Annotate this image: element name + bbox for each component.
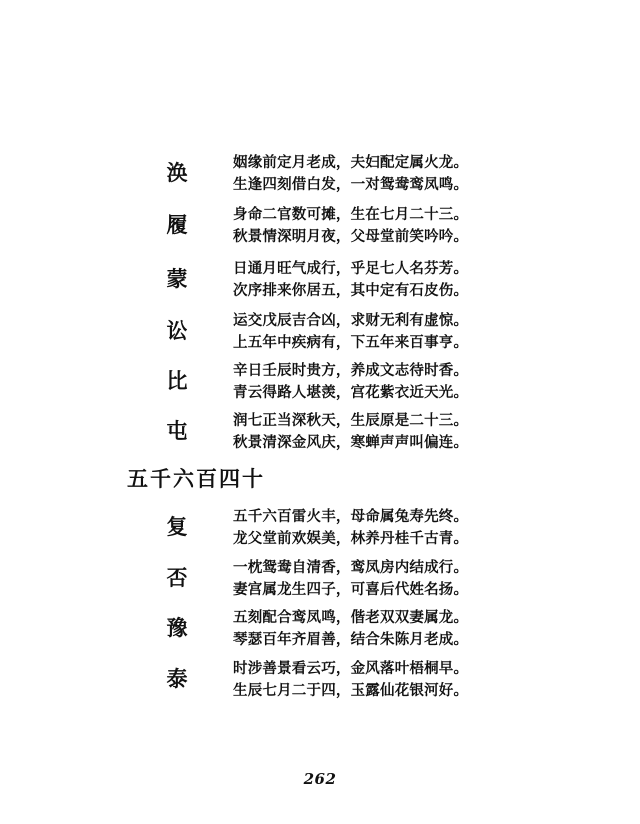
verse — [233, 258, 468, 302]
verse-line: 琴瑟百年齐眉善，结合朱陈月老成。 — [233, 631, 469, 648]
verse — [233, 607, 468, 651]
verse-line: 一枕鸳鸯自清香，鸾凤房内结成行。 — [233, 559, 469, 576]
verse — [233, 152, 468, 196]
verse-line: 生辰七月二于四，玉露仙花银河好。 — [233, 682, 469, 699]
entry-fu — [0, 506, 640, 550]
verse-line: 青云得路人堪羡，宫花紫衣近天光。 — [233, 384, 469, 401]
entry-lv — [0, 204, 640, 248]
entry-huan — [0, 152, 640, 196]
verse-line: 润七正当深秋天，生辰原是二十三。 — [233, 412, 469, 429]
verse-line: 生逢四刻借白发，一对鸳鸯鸾凤鸣。 — [233, 176, 469, 193]
verse — [233, 658, 468, 702]
verse-line: 龙父堂前欢娱美，林养丹桂千古青。 — [233, 530, 469, 547]
hexagram-char: 泰 — [166, 666, 188, 691]
hexagram-char: 比 — [166, 368, 188, 393]
verse-line: 日通月旺气成行，乎足七人名芬芳。 — [233, 260, 469, 277]
page-number: 262 — [303, 770, 337, 788]
verse — [233, 204, 468, 248]
verse-line: 身命二官数可摊，生在七月二十三。 — [233, 206, 469, 223]
verse — [233, 410, 468, 454]
verse-line: 辛日壬辰时贵方，养成文志待时香。 — [233, 362, 469, 379]
verse-line: 妻宫属龙生四子，可喜后代姓名扬。 — [233, 581, 469, 598]
section-title: 五千六百四十 — [127, 466, 265, 491]
entry-pi — [0, 557, 640, 601]
verse-line: 时涉善景看云巧，金风落叶梧桐早。 — [233, 660, 469, 677]
verse-line: 次序排来你居五，其中定有石皮伤。 — [233, 282, 469, 299]
verse — [233, 557, 468, 601]
hexagram-char: 屯 — [166, 418, 188, 443]
verse-line: 姻缘前定月老成，夫妇配定属火龙。 — [233, 154, 469, 171]
hexagram-char: 涣 — [166, 160, 188, 185]
entry-meng — [0, 258, 640, 302]
hexagram-char: 否 — [166, 565, 188, 590]
entry-bi — [0, 360, 640, 404]
verse-line: 秋景情深明月夜，父母堂前笑吟吟。 — [233, 228, 469, 245]
entry-zhun — [0, 410, 640, 454]
hexagram-char: 豫 — [166, 615, 188, 640]
verse — [233, 360, 468, 404]
entry-yu — [0, 607, 640, 651]
hexagram-char: 复 — [166, 514, 188, 539]
verse-line: 运交戊辰吉合凶，求财无利有虚惊。 — [233, 312, 469, 329]
verse-line: 秋景清深金风庆，寒蝉声声叫偏连。 — [233, 434, 469, 451]
verse-line: 五千六百雷火丰，母命属兔寿先终。 — [233, 508, 469, 525]
verse-line: 五刻配合鸾凤鸣，偕老双双妻属龙。 — [233, 609, 469, 626]
verse-line: 上五年中疾病有，下五年来百事亨。 — [233, 334, 469, 351]
entry-tai — [0, 658, 640, 702]
hexagram-char: 蒙 — [166, 266, 188, 291]
verse — [233, 310, 468, 354]
hexagram-char: 讼 — [166, 318, 188, 343]
verse — [233, 506, 468, 550]
hexagram-char: 履 — [166, 212, 188, 237]
entry-song — [0, 310, 640, 354]
